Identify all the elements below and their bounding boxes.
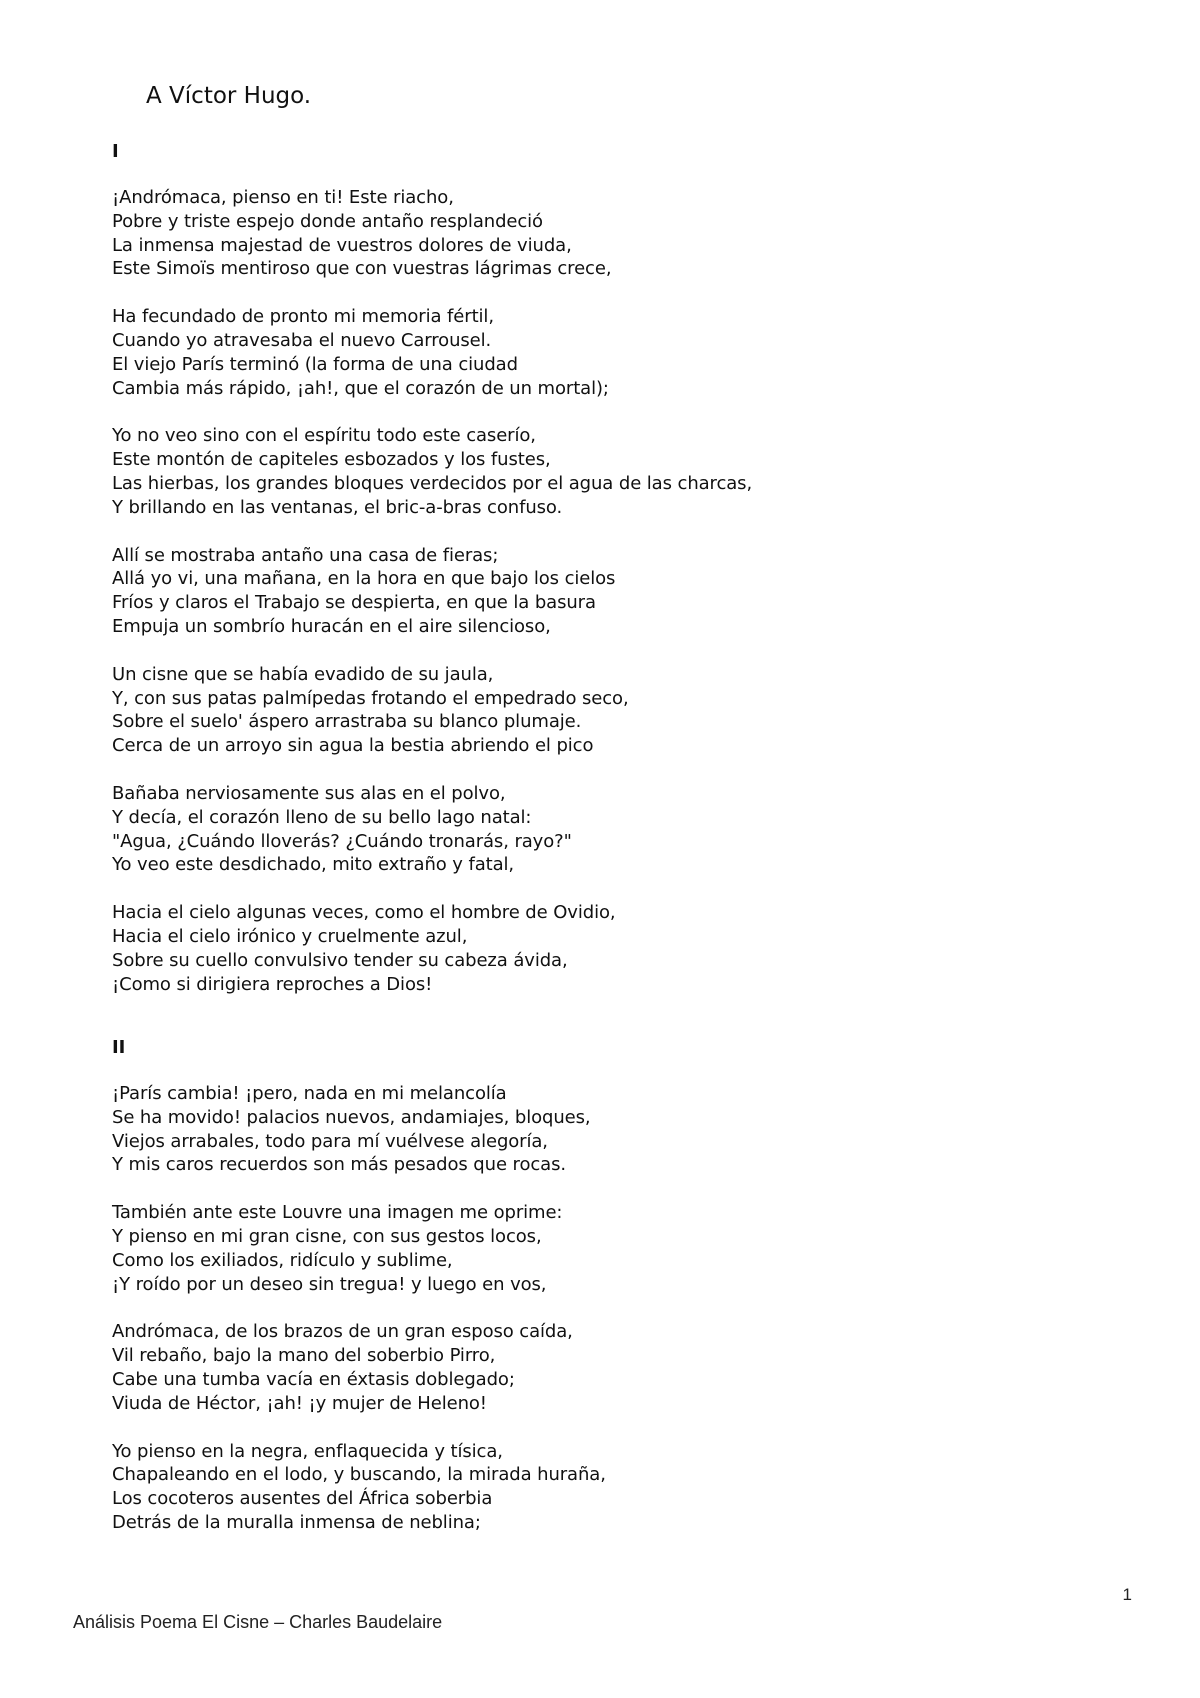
verse-line: Allá yo vi, una mañana, en la hora en que bajo los cielos: [112, 568, 616, 590]
verse-line: Y decía, el corazón lleno de su bello lago natal:: [112, 806, 532, 828]
verse-line: Viuda de Héctor, ¡ah! ¡y mujer de Heleno!: [112, 1392, 487, 1414]
verse-line: Bañaba nerviosamente sus alas en el polvo,: [112, 782, 506, 804]
stanza: [112, 782, 1112, 877]
verse-line: También ante este Louvre una imagen me oprime:: [112, 1202, 563, 1224]
verse-line: Empuja un sombrío huracán en el aire silencioso,: [112, 615, 551, 637]
stanza: [112, 663, 1112, 758]
verse-line: Allí se mostraba antaño una casa de fieras;: [112, 544, 499, 566]
verse-line: Se ha movido! palacios nuevos, andamiajes, bloques,: [112, 1106, 591, 1128]
stanza: [112, 305, 1112, 400]
stanza: [112, 1440, 1112, 1535]
section-heading: II: [112, 1037, 126, 1058]
verse-line: ¡Andrómaca, pienso en ti! Este riacho,: [112, 187, 454, 208]
verse-line: Cambia más rápido, ¡ah!, que el corazón de un mortal);: [112, 377, 609, 399]
verse-line: La inmensa majestad de vuestros dolores de viuda,: [112, 234, 572, 256]
poem-section-one: [112, 140, 1112, 1020]
verse-line: Los cocoteros ausentes del África soberbia: [112, 1488, 493, 1510]
verse-line: Hacia el cielo algunas veces, como el hombre de Ovidio,: [112, 902, 616, 924]
verse-line: Un cisne que se había evadido de su jaula,: [112, 663, 494, 685]
stanza: [112, 1201, 1112, 1296]
dedication-title: A Víctor Hugo.: [146, 83, 312, 109]
poem-section-two: [112, 1036, 1112, 1559]
stanza: [112, 1320, 1112, 1415]
verse-line: "Agua, ¿Cuándo lloverás? ¿Cuándo tronarás, rayo?": [112, 830, 572, 852]
verse-line: Yo no veo sino con el espíritu todo este caserío,: [112, 425, 536, 447]
verse-line: ¡Como si dirigiera reproches a Dios!: [112, 973, 433, 995]
verse-line: Fríos y claros el Trabajo se despierta, en que la basura: [112, 592, 596, 614]
verse-line: Cerca de un arroyo sin agua la bestia abriendo el pico: [112, 735, 594, 757]
verse-line: Yo veo este desdichado, mito extraño y fatal,: [112, 854, 515, 876]
verse-line: Vil rebaño, bajo la mano del soberbio Pirro,: [112, 1345, 496, 1367]
verse-line: Sobre el suelo' áspero arrastraba su blanco plumaje.: [112, 711, 582, 733]
verse-line: Como los exiliados, ridículo y sublime,: [112, 1249, 453, 1271]
verse-line: Chapaleando en el lodo, y buscando, la mirada huraña,: [112, 1464, 606, 1486]
verse-line: Ha fecundado de pronto mi memoria fértil,: [112, 306, 494, 328]
verse-line: ¡Y roído por un deseo sin tregua! y luego en vos,: [112, 1273, 547, 1295]
page-number: 1: [1122, 1585, 1132, 1604]
verse-line: Andrómaca, de los brazos de un gran esposo caída,: [112, 1321, 573, 1343]
verse-line: Pobre y triste espejo donde antaño resplandeció: [112, 210, 543, 232]
stanza: [112, 901, 1112, 996]
page-footer: Análisis Poema El Cisne – Charles Baudelaire: [73, 1612, 443, 1632]
verse-line: Viejos arrabales, todo para mí vuélvese alegoría,: [112, 1130, 548, 1152]
verse-line: Y brillando en las ventanas, el bric-a-bras confuso.: [112, 496, 563, 518]
verse-line: Y mis caros recuerdos son más pesados que rocas.: [112, 1154, 566, 1176]
verse-line: Detrás de la muralla inmensa de neblina;: [112, 1511, 481, 1533]
verse-line: Este Simoïs mentiroso que con vuestras lágrimas crece,: [112, 258, 612, 280]
stanza: [112, 544, 1112, 639]
verse-line: Las hierbas, los grandes bloques verdecidos por el agua de las charcas,: [112, 472, 753, 494]
verse-line: Hacia el cielo irónico y cruelmente azul,: [112, 925, 468, 947]
stanza: [112, 186, 1112, 281]
verse-line: ¡París cambia! ¡pero, nada en mi melancolía: [112, 1083, 507, 1104]
verse-line: Este montón de capiteles esbozados y los fustes,: [112, 449, 551, 471]
verse-line: Cabe una tumba vacía en éxtasis doblegado;: [112, 1368, 515, 1390]
verse-line: Y pienso en mi gran cisne, con sus gestos locos,: [112, 1225, 542, 1247]
verse-line: El viejo París terminó (la forma de una ciudad: [112, 353, 518, 375]
verse-line: Y, con sus patas palmípedas frotando el empedrado seco,: [112, 687, 629, 709]
verse-line: Sobre su cuello convulsivo tender su cabeza ávida,: [112, 949, 568, 971]
stanza: [112, 1082, 1112, 1177]
stanza: [112, 424, 1112, 519]
section-heading: I: [112, 141, 119, 162]
verse-line: Cuando yo atravesaba el nuevo Carrousel.: [112, 329, 492, 351]
verse-line: Yo pienso en la negra, enflaquecida y tísica,: [112, 1440, 503, 1462]
